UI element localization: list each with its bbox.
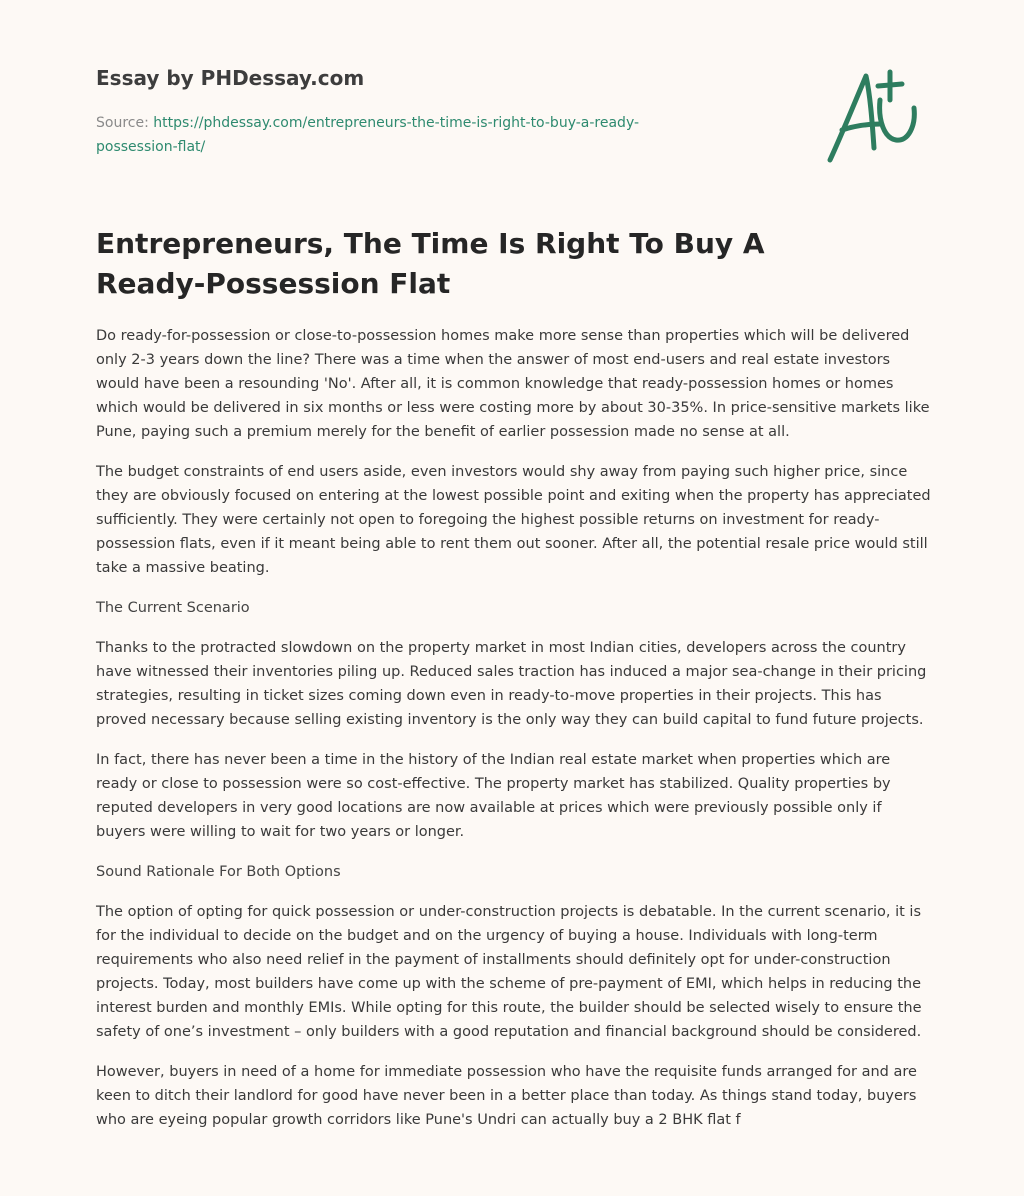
paragraph: Do ready-for-possession or close-to-possession homes make more sense than properties which will be delivered only 2-3 years down the line? There was a time when the answer of most end-users and real estate investors would have been a resounding 'No'. After all, it is common knowledge that ready-possession homes or homes which would be delivered in six months or less were costing more by about 30-35%. In price-sensitive markets like Pune, paying such a premium merely for the benefit of earlier possession made no sense at all. [96, 328, 930, 440]
essay-body [96, 324, 932, 1148]
paragraph: Thanks to the protracted slowdown on the property market in most Indian cities, developers across the country have witnessed their inventories piling up. Reduced sales traction has induced a major sea-change in their pricing strategies, resulting in ticket sizes coming down even in ready-to-move properties in their projects. This has proved necessary because selling existing inventory is the only way they can build capital to fund future projects. [96, 640, 927, 728]
site-title: Essay by PHDessay.com [96, 66, 365, 90]
section-heading: Sound Rationale For Both Options [96, 864, 341, 880]
source-label: Source: [96, 115, 154, 131]
source-link-line2: possession-flat/ [96, 139, 206, 155]
paragraph: The budget constraints of end users aside, even investors would shy away from paying such higher price, since they are obviously focused on entering at the lowest possible point and exiting when the property has appreciated sufficiently. They were certainly not open to foregoing the highest possible returns on investment for ready-possession flats, even if it meant being able to rent them out sooner. After all, the potential resale price would still take a massive beating. [96, 464, 931, 576]
source-line [96, 111, 696, 159]
essay-title: Entrepreneurs, The Time Is Right To Buy A Ready-Possession Flat [96, 227, 765, 300]
paragraph: In fact, there has never been a time in the history of the Indian real estate market when properties which are ready or close to possession were so cost-effective. The property market has stabilized. Quality properties by reputed developers in very good locations are now available at prices which were previously possible only if buyers were willing to wait for two years or longer. [96, 752, 891, 840]
section-heading: The Current Scenario [96, 600, 250, 616]
paragraph: The option of opting for quick possession or under-construction projects is debatable. In the current scenario, it is for the individual to decide on the budget and on the urgency of buying a house. Individuals with long-term requirements who also need relief in the payment of installments should definitely opt for under-construction projects. Today, most builders have come up with the scheme of pre-payment of EMI, which helps in reducing the interest burden and monthly EMIs. While opting for this route, the builder should be selected wisely to ensure the safety of one’s investment – only builders with a good reputation and financial background should be considered. [96, 904, 922, 1040]
source-link[interactable] [96, 115, 639, 155]
source-link-line1: https://phdessay.com/entrepreneurs-the-time-is-right-to-buy-a-ready- [153, 115, 640, 131]
a-plus-logo-icon [820, 64, 928, 168]
paragraph: However, buyers in need of a home for immediate possession who have the requisite funds arranged for and are keen to ditch their landlord for good have never been in a better place than today. As things stand today, buyers who are eyeing popular growth corridors like Pune's Undri can actually buy a 2 BHK flat f [96, 1064, 917, 1128]
